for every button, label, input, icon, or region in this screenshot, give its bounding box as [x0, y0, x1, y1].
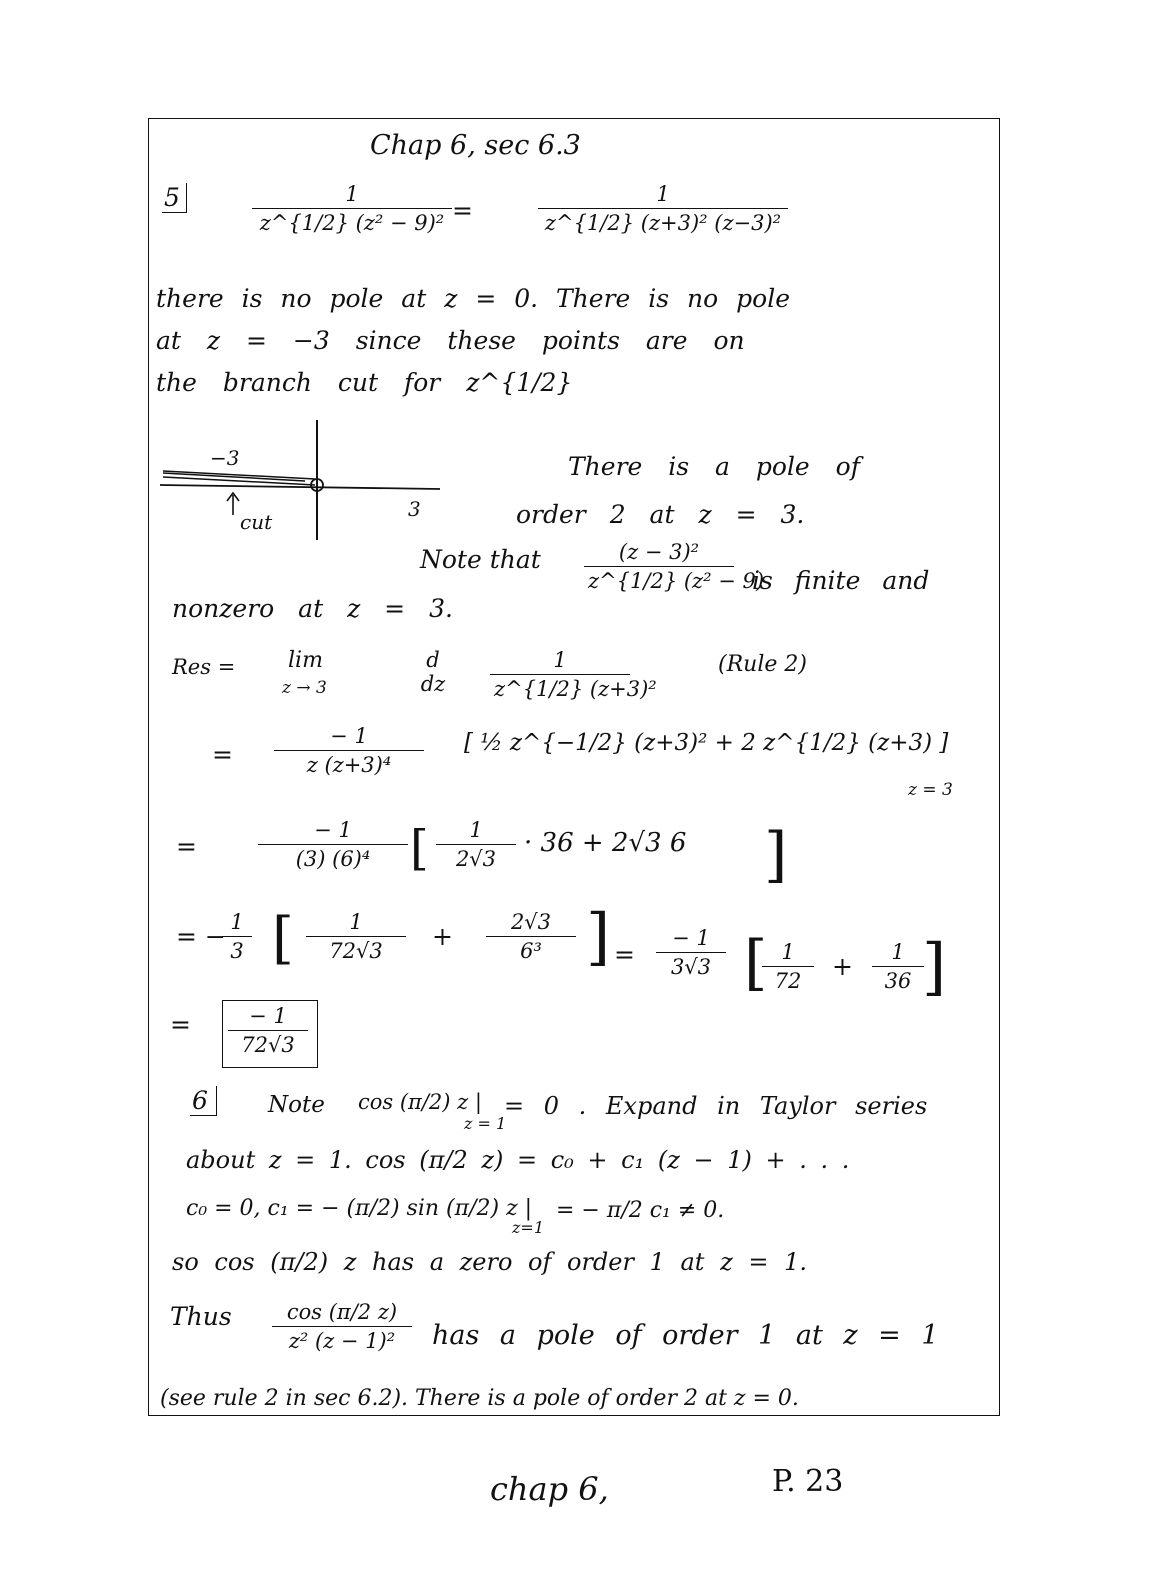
p5-text-line-1: there is no pole at z = 0. There is no pole — [156, 284, 790, 313]
line4-b-denominator: 6³ — [520, 939, 542, 963]
line4-b-fraction — [486, 910, 576, 963]
fraction-bar — [872, 966, 924, 967]
p5-rhs-numerator: 1 — [656, 182, 670, 206]
p6-line3-sub: z=1 — [512, 1218, 545, 1237]
line4-close-bracket: ] — [586, 900, 611, 973]
line4-one-third — [222, 910, 252, 963]
line4-d-fraction — [762, 940, 814, 993]
line4-plus-2: + — [832, 952, 853, 981]
line4-close-bracket-2: ] — [922, 930, 947, 1003]
p5-note: Note that — [420, 545, 541, 574]
line3-equals: = — [176, 832, 197, 861]
line3-fraction — [258, 818, 408, 871]
fraction-bar — [486, 936, 576, 937]
line3-inner-numerator: 1 — [469, 818, 483, 842]
axis-label-cut: cut — [240, 510, 273, 534]
line4-one: 1 — [230, 910, 244, 934]
res-d: d — [426, 648, 440, 672]
line4-c-fraction — [656, 926, 726, 979]
line4-a-numerator: 1 — [349, 910, 363, 934]
line2-eval: z = 3 — [908, 780, 953, 800]
line4-equals-2: = — [614, 940, 635, 969]
line4-b-numerator: 2√3 — [510, 910, 552, 934]
p5-note-fraction — [584, 540, 765, 593]
p5-pole-line-1: There is a pole of — [568, 452, 860, 481]
line4-equals: = − — [176, 922, 226, 951]
answer-denominator: 72√3 — [241, 1033, 295, 1057]
line2-fraction — [274, 724, 424, 777]
line4-a-denominator: 72√3 — [329, 939, 383, 963]
p6-line3-a: c₀ = 0, c₁ = − (π/2) sin (π/2) z | — [186, 1196, 533, 1221]
res-fraction — [490, 648, 657, 701]
fraction-bar — [222, 936, 252, 937]
p5-nonzero: nonzero at z = 3. — [172, 594, 453, 623]
line4-c-numerator: − 1 — [672, 926, 710, 950]
p6-line1-cos: cos (π/2) z | — [358, 1090, 482, 1114]
line4-e-fraction — [872, 940, 924, 993]
line3-close-bracket: ] — [764, 820, 788, 890]
line3-numerator: − 1 — [314, 818, 352, 842]
fraction-bar — [272, 1326, 412, 1327]
res-denominator: z^{1/2} (z+3)² — [494, 677, 657, 701]
line4-e-denominator: 36 — [884, 969, 912, 993]
line4-e-numerator: 1 — [891, 940, 905, 964]
p5-lhs-fraction — [252, 182, 452, 235]
line4-a-fraction — [306, 910, 406, 963]
p5-pole-line-2: order 2 at z = 3. — [516, 500, 805, 529]
fraction-bar — [490, 674, 630, 675]
res-label: Res = — [172, 655, 236, 679]
p5-note-numerator: (z − 3)² — [618, 540, 700, 564]
fraction-bar — [258, 844, 408, 845]
fraction-bar — [252, 208, 452, 209]
axis-label-3: 3 — [408, 497, 421, 521]
fraction-bar — [228, 1030, 308, 1031]
p6-line4: so cos (π/2) z has a zero of order 1 at z = 1. — [172, 1248, 807, 1276]
line3-denominator: (3) (6)⁴ — [295, 847, 371, 871]
rule-2-note: (Rule 2) — [718, 652, 807, 677]
p5-rhs-fraction — [538, 182, 788, 235]
p5-equals: = — [452, 196, 473, 225]
answer-equals: = — [170, 1010, 191, 1039]
p5-rhs-denominator: z^{1/2} (z+3)² (z−3)² — [544, 211, 782, 235]
footer-page-number: P. 23 — [772, 1464, 844, 1499]
axis-label-minus-3: −3 — [210, 446, 240, 470]
fraction-bar — [538, 208, 788, 209]
line3-inner-fraction — [436, 818, 516, 871]
line4-plus: + — [432, 922, 453, 951]
p5-note-denominator: z^{1/2} (z² − 9) — [588, 569, 765, 593]
fraction-bar — [436, 844, 516, 845]
branch-cut-diagram — [155, 415, 455, 545]
p6-line2: about z = 1. cos (π/2 z) = c₀ + c₁ (z − 1) + . . . — [186, 1146, 850, 1174]
problem-6-label: 6 — [190, 1086, 217, 1116]
p6-thus-fraction — [272, 1300, 412, 1353]
fraction-bar — [274, 750, 424, 751]
p6-see-rule: (see rule 2 in sec 6.2). There is a pole of order 2 at z = 0. — [160, 1386, 799, 1411]
p6-thus: Thus — [170, 1302, 232, 1331]
p6-line3-b: = − π/2 c₁ ≠ 0. — [556, 1198, 725, 1223]
line4-d-numerator: 1 — [781, 940, 795, 964]
res-derivative — [412, 648, 454, 696]
p6-thus-numerator: cos (π/2 z) — [286, 1300, 398, 1324]
line2-equals: = — [212, 740, 233, 769]
line3-rest: · 36 + 2√3 6 — [524, 828, 687, 858]
line4-d-denominator: 72 — [774, 969, 802, 993]
fraction-bar — [656, 952, 726, 953]
fraction-bar — [762, 966, 814, 967]
line2-denominator: z (z+3)⁴ — [306, 753, 392, 777]
fraction-bar — [306, 936, 406, 937]
p6-thus-tail: has a pole of order 1 at z = 1 — [432, 1320, 939, 1351]
line4-open-bracket: [ — [272, 906, 294, 971]
page-header: Chap 6, sec 6.3 — [370, 130, 581, 161]
line4-c-denominator: 3√3 — [670, 955, 712, 979]
p5-lhs-numerator: 1 — [345, 182, 359, 206]
res-lim: lim — [288, 648, 323, 673]
answer-numerator: − 1 — [249, 1004, 287, 1028]
fraction-bar — [584, 566, 734, 567]
p5-text-line-2: at z = −3 since these points are on — [156, 326, 745, 355]
p6-line1-rest: = 0 . Expand in Taylor series — [504, 1092, 928, 1120]
footer-chapter: chap 6, — [490, 1470, 609, 1508]
res-dz: dz — [420, 672, 446, 696]
line2-numerator: − 1 — [330, 724, 368, 748]
p6-thus-denominator: z² (z − 1)² — [288, 1329, 396, 1353]
line4-three: 3 — [230, 939, 244, 963]
p5-note-tail: is finite and — [752, 566, 930, 595]
res-numerator: 1 — [553, 648, 567, 672]
answer-fraction — [228, 1004, 308, 1057]
line3-inner-denominator: 2√3 — [455, 847, 497, 871]
line3-open-bracket: [ — [410, 820, 429, 876]
p6-line1-note: Note — [268, 1092, 325, 1118]
line2-bracket: [ ½ z^{−1/2} (z+3)² + 2 z^{1/2} (z+3) ] — [464, 730, 949, 756]
res-lim-sub: z → 3 — [282, 678, 327, 698]
problem-5-label: 5 — [162, 183, 187, 213]
p6-line1-sub: z = 1 — [464, 1114, 507, 1133]
p5-lhs-denominator: z^{1/2} (z² − 9)² — [259, 211, 445, 235]
line4-open-bracket-2: [ — [744, 928, 768, 998]
p5-text-line-3: the branch cut for z^{1/2} — [156, 368, 573, 397]
